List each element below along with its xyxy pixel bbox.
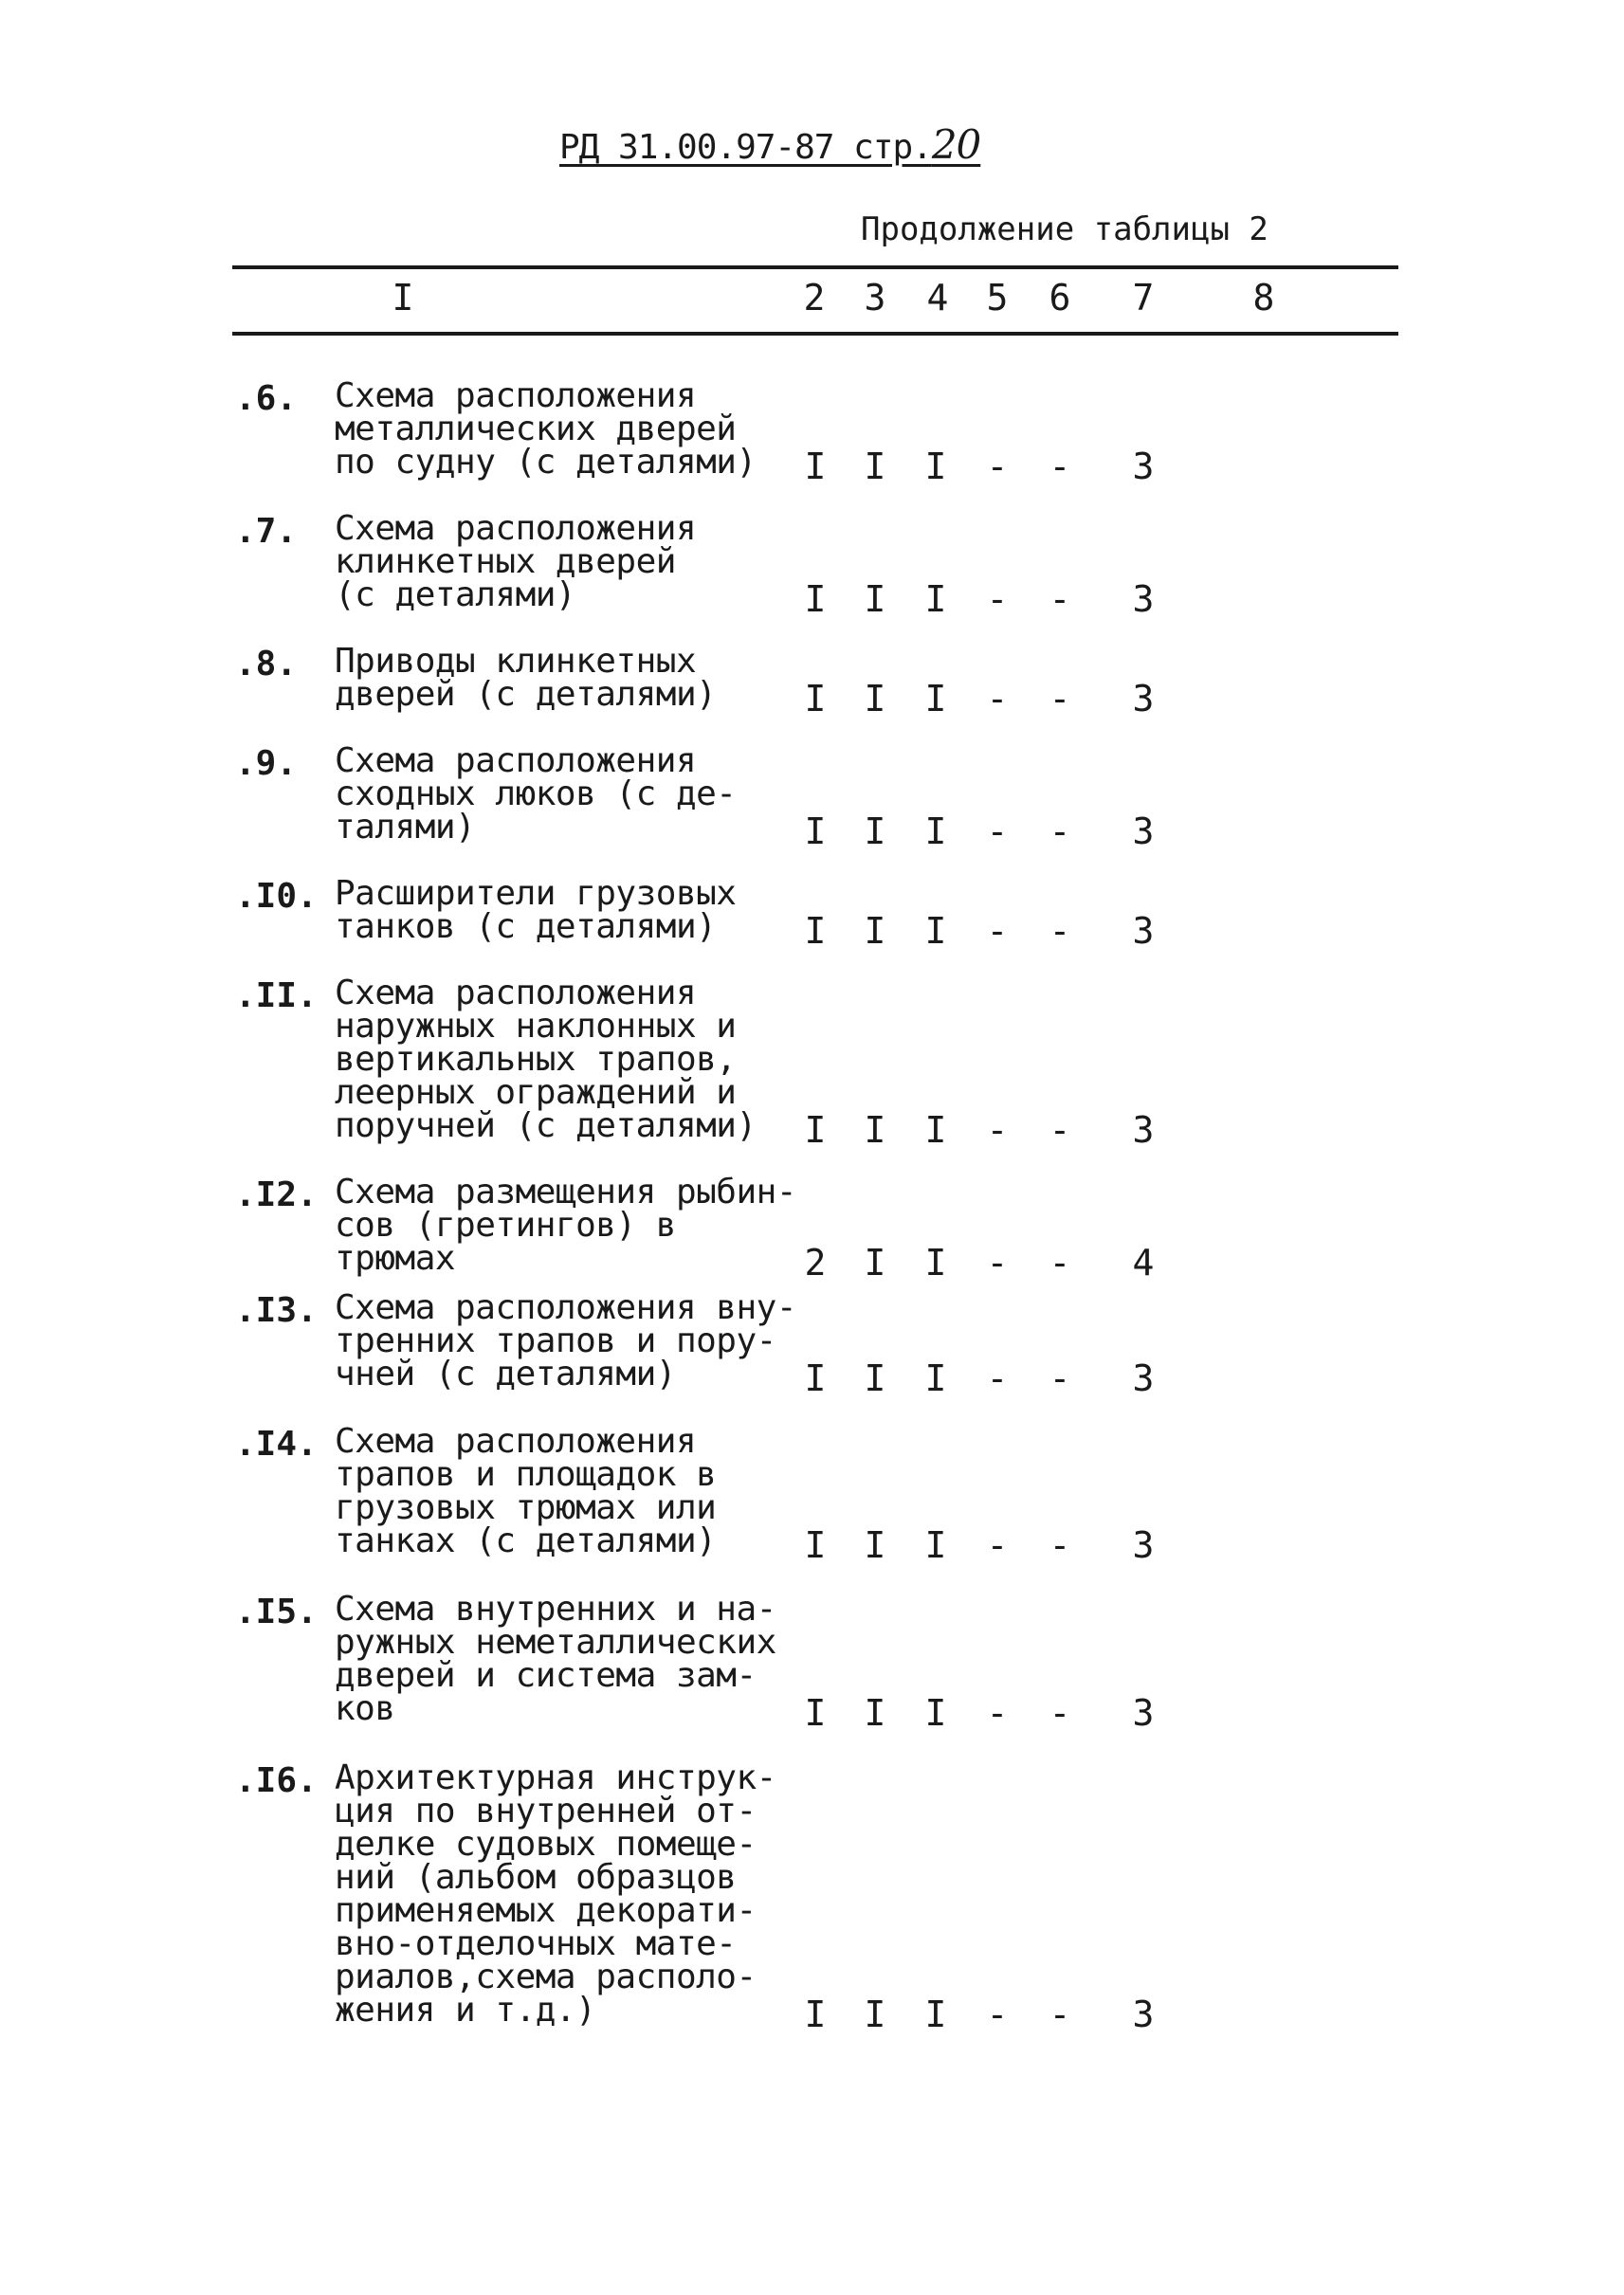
cell-col-6: - <box>1049 446 1071 487</box>
cell-col-4: I <box>924 1692 947 1734</box>
cell-col-3: I <box>864 446 886 487</box>
column-header-4: 4 <box>926 277 949 319</box>
document-header <box>559 121 980 168</box>
row-number: .9. <box>235 744 298 783</box>
row-description: Схема расположения трапов и площадок в грузовых трюмах или танках (с деталями) <box>335 1422 717 1560</box>
column-header-6: 6 <box>1049 277 1071 319</box>
cell-col-2: I <box>804 1357 827 1399</box>
cell-col-4: I <box>924 578 947 620</box>
cell-col-7: 3 <box>1132 1357 1155 1399</box>
row-number: .I2. <box>235 1175 318 1214</box>
cell-col-3: I <box>864 1994 886 2035</box>
cell-col-5: - <box>986 1692 1009 1734</box>
cell-col-3: I <box>864 1524 886 1566</box>
cell-col-4: I <box>924 1524 947 1566</box>
row-number: .I4. <box>235 1425 318 1464</box>
cell-col-5: - <box>986 1524 1009 1566</box>
column-header-8: 8 <box>1252 277 1275 319</box>
cell-col-5: - <box>986 678 1009 719</box>
cell-col-2: 2 <box>804 1242 827 1284</box>
row-description: Схема расположения металлических дверей по судну (с деталями) <box>335 376 757 482</box>
cell-col-4: I <box>924 811 947 852</box>
cell-col-5: - <box>986 1109 1009 1151</box>
cell-col-6: - <box>1049 1524 1071 1566</box>
column-header-7: 7 <box>1132 277 1155 319</box>
column-header-3: 3 <box>864 277 886 319</box>
page-number: 20 <box>931 121 981 168</box>
cell-col-5: - <box>986 811 1009 852</box>
cell-col-2: I <box>804 1692 827 1734</box>
cell-col-7: 3 <box>1132 1692 1155 1734</box>
cell-col-4: I <box>924 446 947 487</box>
row-number: .I6. <box>235 1761 318 1800</box>
cell-col-5: - <box>986 910 1009 952</box>
cell-col-5: - <box>986 1357 1009 1399</box>
row-number: .II. <box>235 976 318 1015</box>
cell-col-2: I <box>804 1994 827 2035</box>
cell-col-6: - <box>1049 1692 1071 1734</box>
row-description: Схема расположения вну- тренних трапов и пору- чней (с деталями) <box>335 1288 796 1393</box>
cell-col-6: - <box>1049 578 1071 620</box>
cell-col-6: - <box>1049 1242 1071 1284</box>
row-description: Схема размещения рыбин- сов (гретингов) в трюмах <box>335 1173 796 1278</box>
cell-col-5: - <box>986 446 1009 487</box>
cell-col-7: 3 <box>1132 910 1155 952</box>
cell-col-4: I <box>924 678 947 719</box>
row-number: .I0. <box>235 877 318 916</box>
row-number: .7. <box>235 512 298 551</box>
cell-col-6: - <box>1049 1994 1071 2035</box>
cell-col-3: I <box>864 811 886 852</box>
row-number: .8. <box>235 645 298 683</box>
cell-col-3: I <box>864 910 886 952</box>
cell-col-2: I <box>804 1109 827 1151</box>
cell-col-6: - <box>1049 811 1071 852</box>
cell-col-3: I <box>864 678 886 719</box>
cell-col-6: - <box>1049 910 1071 952</box>
cell-col-7: 3 <box>1132 811 1155 852</box>
row-number: .I5. <box>235 1593 318 1631</box>
cell-col-4: I <box>924 910 947 952</box>
cell-col-2: I <box>804 910 827 952</box>
cell-col-6: - <box>1049 678 1071 719</box>
cell-col-7: 4 <box>1132 1242 1155 1284</box>
row-description: Схема расположения наружных наклонных и вертикальных трапов, леерных ограждений и поручней (с деталями) <box>335 974 757 1145</box>
cell-col-2: I <box>804 578 827 620</box>
cell-col-2: I <box>804 678 827 719</box>
cell-col-3: I <box>864 1109 886 1151</box>
cell-col-4: I <box>924 1357 947 1399</box>
document-reference: РД 31.00.97-87 стр. <box>559 128 932 167</box>
row-description: Схема расположения клинкетных дверей (с деталями) <box>335 509 697 614</box>
cell-col-3: I <box>864 1242 886 1284</box>
cell-col-7: 3 <box>1132 678 1155 719</box>
row-description: Архитектурная инструк- ция по внутренней от- делке судовых помеще- ний (альбом образцов применяемых декорати- вно-отделочных мате- риалов,схема располо- жения и т.д.) <box>335 1758 776 2030</box>
table-header-bottom-rule <box>232 332 1398 336</box>
row-number: .I3. <box>235 1291 318 1330</box>
cell-col-5: - <box>986 1242 1009 1284</box>
cell-col-5: - <box>986 1994 1009 2035</box>
cell-col-5: - <box>986 578 1009 620</box>
table-header-top-rule <box>232 265 1398 269</box>
cell-col-3: I <box>864 578 886 620</box>
cell-col-6: - <box>1049 1109 1071 1151</box>
column-header-5: 5 <box>986 277 1009 319</box>
cell-col-6: - <box>1049 1357 1071 1399</box>
row-description: Расширители грузовых танков (с деталями) <box>335 874 737 946</box>
table-continuation-label: Продолжение таблицы 2 <box>861 210 1268 248</box>
cell-col-7: 3 <box>1132 446 1155 487</box>
cell-col-7: 3 <box>1132 578 1155 620</box>
cell-col-7: 3 <box>1132 1994 1155 2035</box>
cell-col-4: I <box>924 1242 947 1284</box>
cell-col-2: I <box>804 1524 827 1566</box>
cell-col-4: I <box>924 1109 947 1151</box>
cell-col-3: I <box>864 1692 886 1734</box>
cell-col-3: I <box>864 1357 886 1399</box>
cell-col-2: I <box>804 446 827 487</box>
column-header-1: I <box>392 277 414 319</box>
row-number: .6. <box>235 379 298 418</box>
cell-col-2: I <box>804 811 827 852</box>
cell-col-7: 3 <box>1132 1109 1155 1151</box>
row-description: Приводы клинкетных дверей (с деталями) <box>335 642 717 714</box>
column-header-2: 2 <box>803 277 826 319</box>
row-description: Схема расположения сходных люков (с де- талями) <box>335 741 737 847</box>
row-description: Схема внутренних и на- ружных неметаллических дверей и система зам- ков <box>335 1590 776 1728</box>
cell-col-4: I <box>924 1994 947 2035</box>
cell-col-7: 3 <box>1132 1524 1155 1566</box>
